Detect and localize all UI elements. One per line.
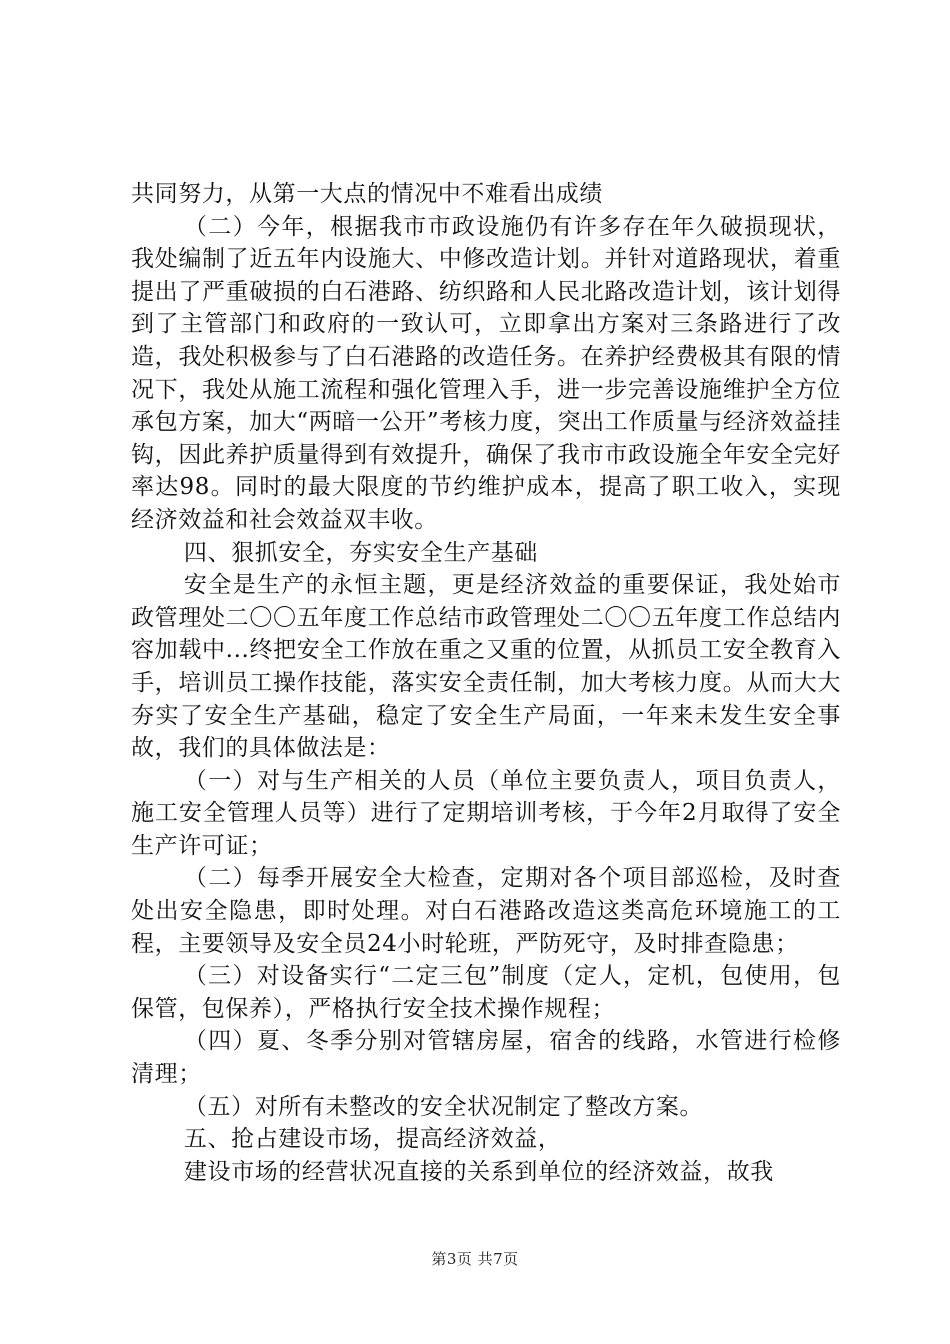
list-item: （四）夏、冬季分别对管辖房屋，宿舍的线路，水管进行检修清理；	[131, 1028, 841, 1088]
paragraph: 建设市场的经营状况直接的关系到单位的经济效益，故我	[183, 1158, 774, 1185]
page-footer: 第3页 共7页	[431, 1250, 519, 1268]
section-heading: 五、抢占建设市场，提高经济效益，	[183, 1126, 562, 1153]
section-heading: 四、狠抓安全，夯实安全生产基础	[183, 539, 538, 566]
list-item: （五）对所有未整改的安全状况制定了整改方案。	[183, 1093, 704, 1120]
paragraph: 共同努力，从第一大点的情况中不难看出成绩	[131, 181, 603, 207]
paragraph: 安全是生产的永恒主题，更是经济效益的重要保证，我处始市政管理处二〇〇五年度工作总结市政管理处二〇〇五年度工作总结内容加载中...终把安全工作放在重之又重的位置，从抓员工安全教育入手，培训员工操作技能，落实安全责任制，加大考核力度。从而大大夯实了安全生产基础，稳定了安全生产局面，一年来未发生安全事故，我们的具体做法是：	[131, 572, 841, 762]
document-body	[131, 178, 841, 1188]
list-item: （二）每季开展安全大检查，定期对各个项目部巡检，及时查处出安全隐患，即时处理。对白石港路改造这类高危环境施工的工程，主要领导及安全员24小时轮班，严防死守，及时排查隐患；	[131, 865, 841, 957]
list-item: （一）对与生产相关的人员（单位主要负责人，项目负责人，施工安全管理人员等）进行了定期培训考核，于今年2月取得了安全生产许可证；	[131, 767, 841, 859]
list-item: （三）对设备实行“二定三包”制度（定人，定机，包使用，包保管，包保养），严格执行安全技术操作规程；	[131, 963, 841, 1022]
paragraph: （二）今年，根据我市市政设施仍有许多存在年久破损现状，我处编制了近五年内设施大、中修改造计划。并针对道路现状，着重提出了严重破损的白石港路、纺织路和人民北路改造计划，该计划得到了主管部门和政府的一致认可，立即拿出方案对三条路进行了改造，我处积极参与了白石港路的改造任务。在养护经费极其有限的情况下，我处从施工流程和强化管理入手，进一步完善设施维护全方位承包方案，加大“两暗一公开”考核力度，突出工作质量与经济效益挂钩，因此养护质量得到有效提升，确保了我市市政设施全年安全完好率达98。同时的最大限度的节约维护成本，提高了职工收入，实现经济效益和社会效益双丰收。	[131, 213, 841, 533]
